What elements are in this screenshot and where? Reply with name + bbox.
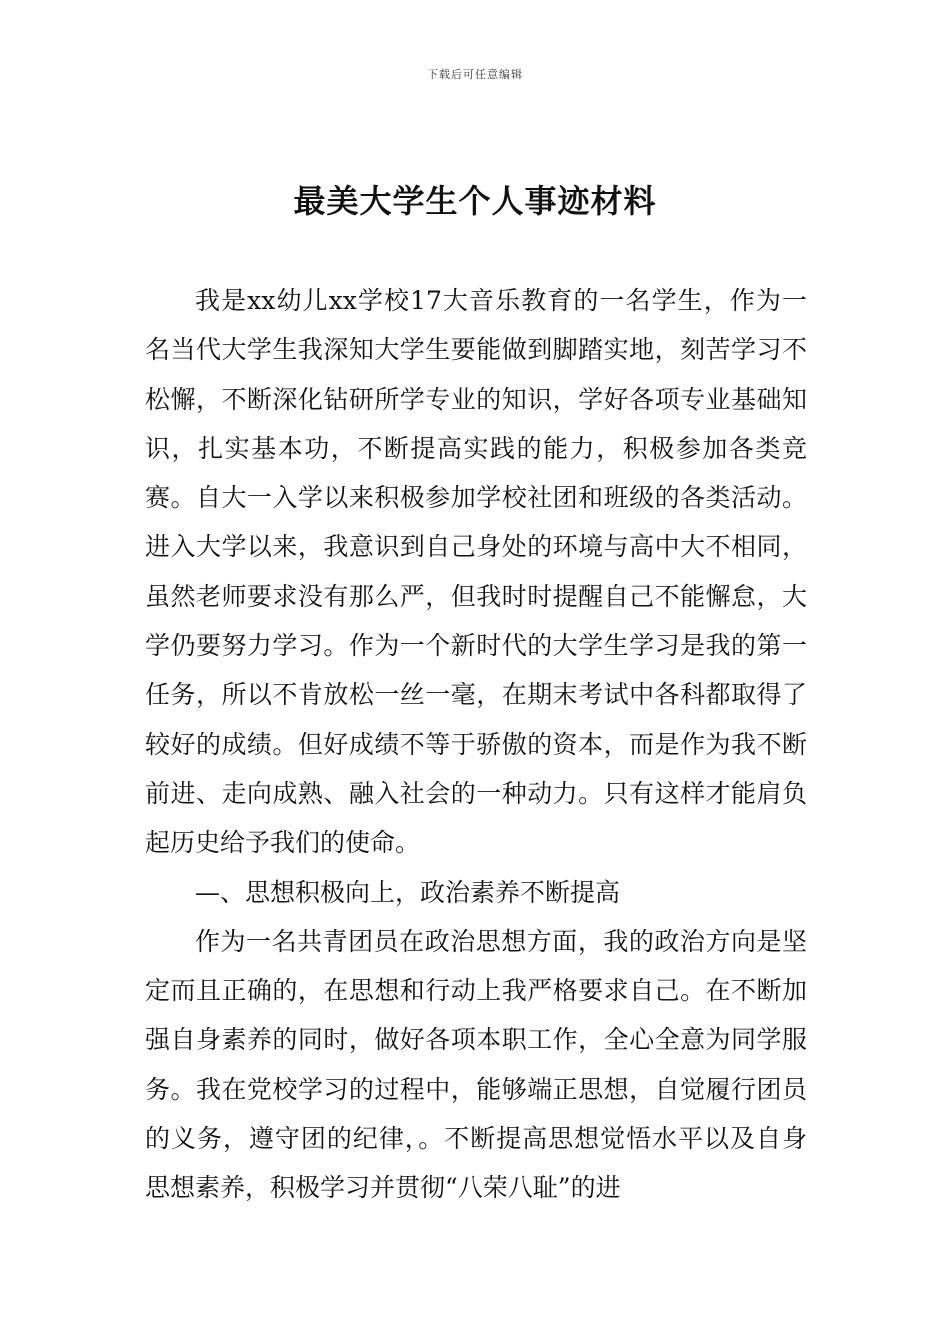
paragraph-political: 作为一名共青团员在政治思想方面，我的政治方向是坚定而且正确的，在思想和行动上我严格要求自己。在不断加强自身素养的同时，做好各项本职工作，全心全意为同学服务。我在党校学习的过程中，能够端正思想，自觉履行团员的义务，遵守团的纪律，。不断提高思想觉悟水平以及自身思想素养，积极学习并贯彻“八荣八耻”的进 [145,926,807,1203]
page-title: 最美大学生个人事迹材料 [293,182,657,220]
header-note: 下载后可任意编辑 [427,68,523,81]
section-heading: —、思想积极向上，政治素养不断提高 [195,877,621,907]
document-body [145,276,807,1213]
paragraph-intro: 我是xx幼儿xx学校17大音乐教育的一名学生，作为一名当代大学生我深知大学生要能做到脚踏实地，刻苦学习不松懈，不断深化钻研所学专业的知识，学好各项专业基础知识，扎实基本功，不断提高实践的能力，积极参加各类竞赛。自大一入学以来积极参加学校社团和班级的各类活动。进入大学以来，我意识到自己身处的环境与高中大不相同，虽然老师要求没有那么严，但我时时提醒自己不能懈怠，大学仍要努力学习。作为一个新时代的大学生学习是我的第一任务，所以不肯放松一丝一毫，在期末考试中各科都取得了较好的成绩。但好成绩不等于骄傲的资本，而是作为我不断前进、走向成熟、融入社会的一种动力。只有这样才能肩负起历史给予我们的使命。 [145,286,807,858]
